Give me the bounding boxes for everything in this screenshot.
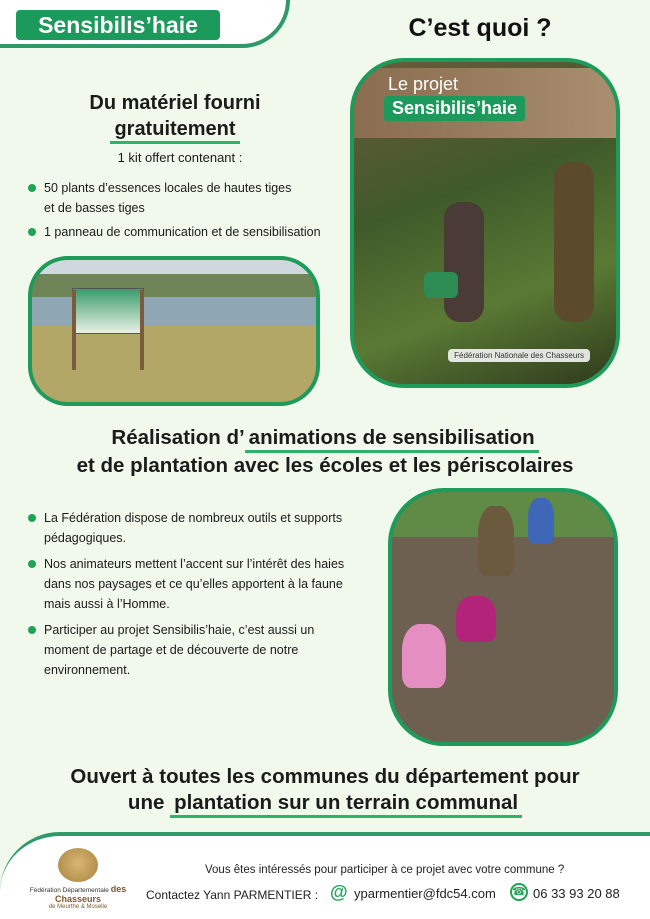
footer <box>0 832 650 919</box>
animations-heading-line2: et de plantation avec les écoles et les périscolaires <box>76 454 574 477</box>
sign-post <box>72 290 76 370</box>
list-item: Nos animateurs mettent l’accent sur l’intérêt des haies dans nos paysages et ce qu’elles apportent à la faune mais aussi à l’Homme. <box>28 554 358 614</box>
email-link[interactable]: yparmentier@fdc54.com <box>354 886 496 901</box>
children-planting-photo <box>388 488 618 746</box>
planting-photo <box>350 58 620 388</box>
child-figure <box>402 624 446 688</box>
fdc-logo-sub: de Meurthe & Moselle <box>48 904 108 910</box>
phone-number[interactable]: 06 33 93 20 88 <box>533 886 620 901</box>
animations-heading <box>20 424 630 480</box>
brand-badge: Sensibilis’haie <box>16 10 220 40</box>
fdc-logo-small: Fédération Départementale <box>29 887 109 894</box>
footer-question: Vous êtes intéressés pour participer à ce projet avec votre commune ? <box>205 864 565 876</box>
materiel-heading-line2: gratuitement <box>110 118 239 144</box>
fdc-logo <box>14 848 142 916</box>
phone-icon: ☎ <box>510 883 528 901</box>
watering-can <box>424 272 458 298</box>
child-figure <box>456 596 496 642</box>
ouvert-heading <box>20 764 630 816</box>
child-figure <box>478 506 514 576</box>
list-item: Participer au projet Sensibilis’haie, c’est aussi un moment de partage et de découverte de notre environnement. <box>28 620 358 680</box>
footer-contact: Contactez Yann PARMENTIER : <box>146 888 319 902</box>
fdc-emblem-icon <box>58 848 98 882</box>
materiel-heading-line1: Du matériel fourni <box>89 92 261 114</box>
ouvert-heading-highlight: plantation sur un terrain communal <box>170 791 522 818</box>
person-figure <box>554 162 594 322</box>
animations-list <box>28 508 358 686</box>
fdc-logo-big: des Chasseurs <box>54 884 127 904</box>
sign-panel-image <box>72 288 144 334</box>
hedge-sign-photo <box>28 256 320 406</box>
projet-label: Le projet <box>388 74 459 94</box>
kit-intro: 1 kit offert contenant : <box>117 150 243 165</box>
ouvert-heading-prefix: une <box>127 791 171 814</box>
person-figure <box>444 202 484 322</box>
list-item: La Fédération dispose de nombreux outils et supports pédagogiques. <box>28 508 358 548</box>
fnc-logo: Fédération Nationale des Chasseurs <box>448 349 590 362</box>
sign-post <box>140 290 144 370</box>
animations-heading-prefix: Réalisation d’ <box>111 426 245 449</box>
materiel-heading <box>40 90 310 142</box>
projet-name-badge: Sensibilis’haie <box>384 96 525 121</box>
list-item: 1 panneau de communication et de sensibilisation <box>28 222 338 242</box>
child-figure <box>528 498 554 544</box>
list-item: 50 plants d’essences locales de hautes tiges et de basses tiges <box>28 178 338 218</box>
at-icon: @ <box>330 882 348 902</box>
animations-heading-highlight: animations de sensibilisation <box>245 426 539 453</box>
kit-list <box>28 178 338 246</box>
ouvert-heading-line1: Ouvert à toutes les communes du département pour <box>70 765 580 788</box>
page-title: C’est quoi ? <box>408 14 552 42</box>
